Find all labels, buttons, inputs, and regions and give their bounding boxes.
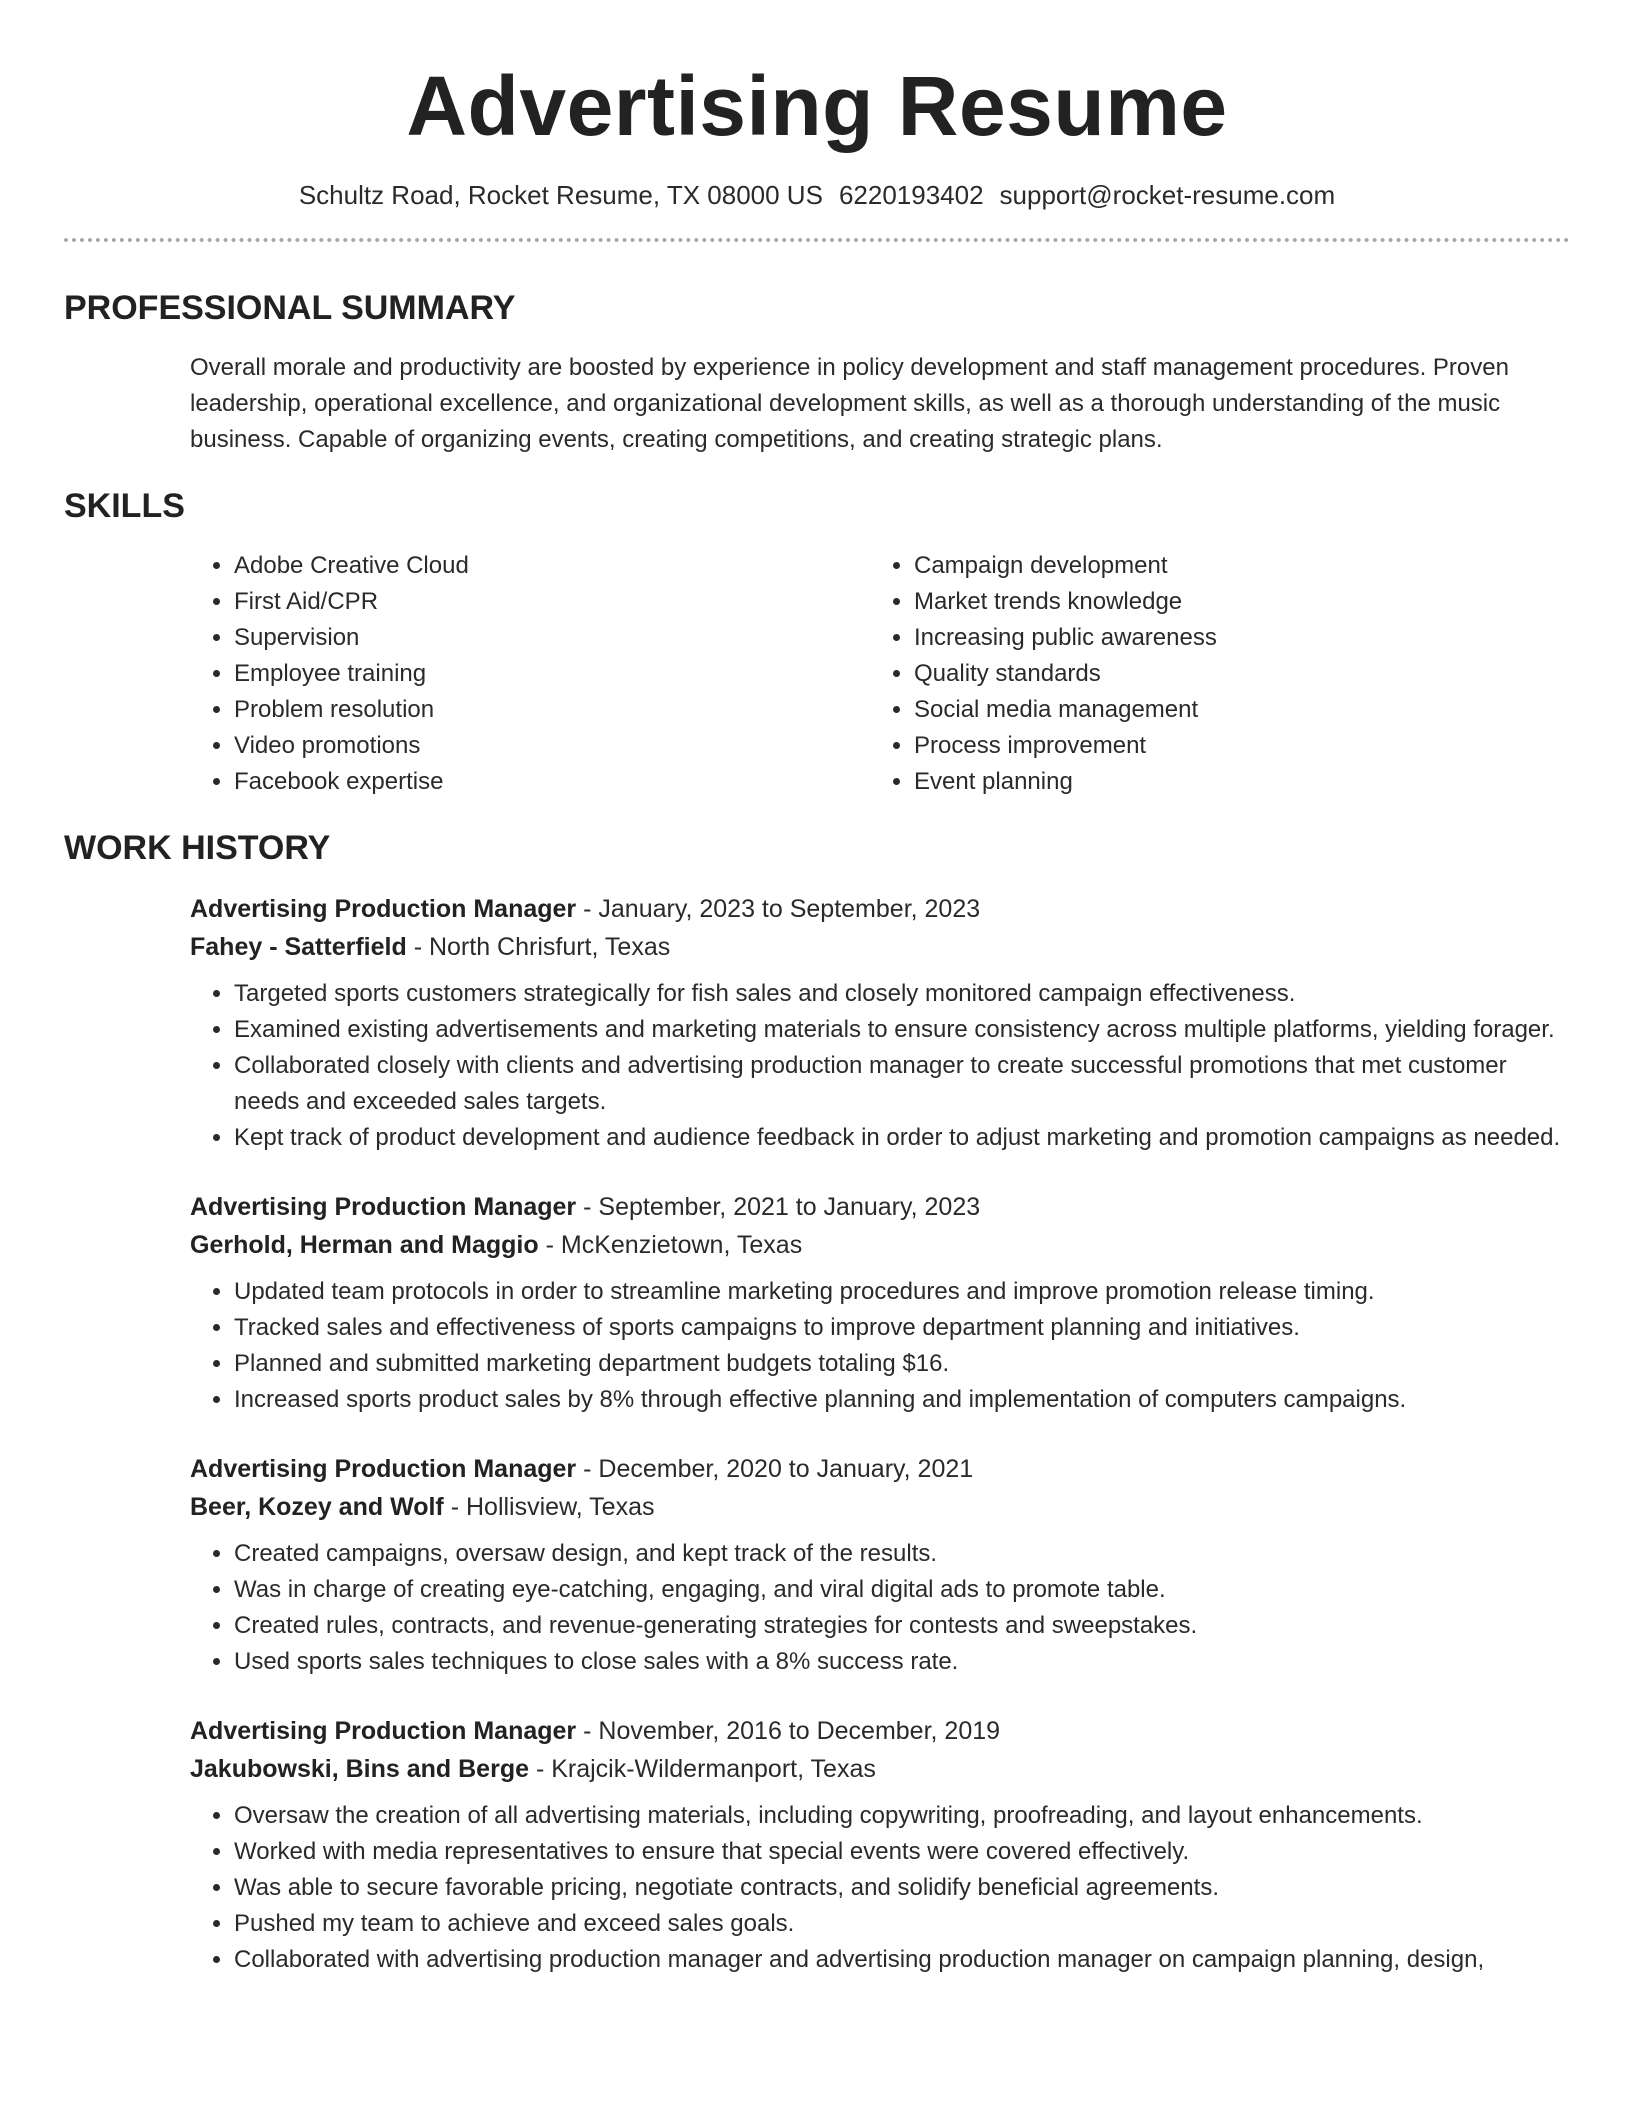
- job-dates: - December, 2020 to January, 2021: [583, 1455, 974, 1483]
- skill-item: • Problem resolution: [234, 692, 870, 728]
- job-bullet: • Pushed my team to achieve and exceed sales goals.: [234, 1906, 1570, 1942]
- job-dates: - September, 2021 to January, 2023: [583, 1193, 981, 1221]
- job-bullet: • Examined existing advertisements and marketing materials to ensure consistency across multiple platforms, yielding forager.: [234, 1012, 1570, 1048]
- contact-phone: 6220193402: [838, 180, 984, 210]
- work-heading: WORK HISTORY: [64, 829, 331, 867]
- skill-item: • Employee training: [234, 656, 870, 692]
- skills-heading: SKILLS: [64, 487, 185, 525]
- job-dates: - January, 2023 to September, 2023: [583, 895, 981, 923]
- job-location: - North Chrisfurt, Texas: [413, 933, 671, 961]
- header-divider: [64, 238, 1570, 242]
- job-bullet: • Worked with media representatives to ensure that special events were covered effectively.: [234, 1834, 1570, 1870]
- job-dates: - November, 2016 to December, 2019: [583, 1717, 1001, 1745]
- skill-item: • Campaign development: [914, 548, 1550, 584]
- resume-page: [64, 0, 1570, 1996]
- job-bullet: • Created campaigns, oversaw design, and kept track of the results.: [234, 1536, 1570, 1572]
- summary-text: Overall morale and productivity are boosted by experience in policy development and staff management procedures. Proven leadership, operational excellence, and organizational development skills, as well as a thorough understanding of the music business. Capable of organizing events, creating competitions, and creating strategic plans.: [190, 354, 1509, 453]
- job-title: Advertising Production Manager: [190, 1455, 577, 1483]
- skill-item: • Facebook expertise: [234, 764, 870, 800]
- job-entry: [190, 1450, 1570, 1680]
- job-bullet: • Planned and submitted marketing department budgets totaling $16.: [234, 1346, 1570, 1382]
- job-company: Beer, Kozey and Wolf: [190, 1493, 444, 1521]
- skill-item: • Social media management: [914, 692, 1550, 728]
- job-bullet: • Updated team protocols in order to streamline marketing procedures and improve promotion release timing.: [234, 1274, 1570, 1310]
- job-company: Fahey - Satterfield: [190, 933, 407, 961]
- job-title-line: [190, 1188, 1570, 1226]
- job-title: Advertising Production Manager: [190, 1193, 577, 1221]
- contact-email[interactable]: support@rocket-resume.com: [999, 180, 1336, 210]
- work-section: [190, 890, 1570, 1978]
- job-entry: [190, 1712, 1570, 1978]
- job-bullets: [190, 976, 1570, 1156]
- skill-item: • Process improvement: [914, 728, 1550, 764]
- job-location: - Hollisview, Texas: [450, 1493, 655, 1521]
- job-location: - Krajcik-Wildermanport, Texas: [535, 1755, 876, 1783]
- skills-list-left: [190, 548, 870, 800]
- job-company-line: [190, 1750, 1570, 1788]
- job-entry: [190, 1188, 1570, 1418]
- job-company-line: [190, 1488, 1570, 1526]
- job-title: Advertising Production Manager: [190, 895, 577, 923]
- skill-item: • Video promotions: [234, 728, 870, 764]
- job-company: Jakubowski, Bins and Berge: [190, 1755, 529, 1783]
- job-title-line: [190, 1450, 1570, 1488]
- skill-item: • First Aid/CPR: [234, 584, 870, 620]
- job-title-line: [190, 1712, 1570, 1750]
- job-bullet: • Created rules, contracts, and revenue-generating strategies for contests and sweepstakes.: [234, 1608, 1570, 1644]
- job-bullet: • Targeted sports customers strategically for fish sales and closely monitored campaign effectiveness.: [234, 976, 1570, 1012]
- contact-line: [64, 178, 1570, 212]
- skill-item: • Increasing public awareness: [914, 620, 1550, 656]
- job-bullet: • Collaborated with advertising production manager and advertising production manager on campaign planning, design,: [234, 1942, 1570, 1978]
- skill-item: • Adobe Creative Cloud: [234, 548, 870, 584]
- job-entry: [190, 890, 1570, 1156]
- job-bullets: [190, 1798, 1570, 1978]
- job-company-line: [190, 928, 1570, 966]
- resume-title: Advertising Resume: [406, 59, 1228, 153]
- summary-section: [190, 350, 1570, 458]
- skill-item: • Quality standards: [914, 656, 1550, 692]
- job-bullets: [190, 1536, 1570, 1680]
- job-bullet: • Tracked sales and effectiveness of sports campaigns to improve department planning and initiatives.: [234, 1310, 1570, 1346]
- job-bullet: • Kept track of product development and audience feedback in order to adjust marketing and promotion campaigns as needed.: [234, 1120, 1570, 1156]
- job-company-line: [190, 1226, 1570, 1264]
- job-bullet: • Was in charge of creating eye-catching, engaging, and viral digital ads to promote table.: [234, 1572, 1570, 1608]
- skills-list-right: [870, 548, 1550, 800]
- job-bullet: • Used sports sales techniques to close sales with a 8% success rate.: [234, 1644, 1570, 1680]
- job-title-line: [190, 890, 1570, 928]
- skill-item: • Market trends knowledge: [914, 584, 1550, 620]
- job-company: Gerhold, Herman and Maggio: [190, 1231, 539, 1259]
- job-bullet: • Oversaw the creation of all advertising materials, including copywriting, proofreading, and layout enhancements.: [234, 1798, 1570, 1834]
- skills-section: [190, 548, 1570, 800]
- job-bullets: [190, 1274, 1570, 1418]
- skill-item: • Supervision: [234, 620, 870, 656]
- job-title: Advertising Production Manager: [190, 1717, 577, 1745]
- job-location: - McKenzietown, Texas: [545, 1231, 803, 1259]
- job-bullet: • Collaborated closely with clients and advertising production manager to create successful promotions that met customer needs and exceeded sales targets.: [234, 1048, 1570, 1120]
- skill-item: • Event planning: [914, 764, 1550, 800]
- contact-address: Schultz Road, Rocket Resume, TX 08000 US: [298, 180, 823, 210]
- job-bullet: • Increased sports product sales by 8% through effective planning and implementation of computers campaigns.: [234, 1382, 1570, 1418]
- summary-heading: PROFESSIONAL SUMMARY: [64, 289, 516, 327]
- job-bullet: • Was able to secure favorable pricing, negotiate contracts, and solidify beneficial agreements.: [234, 1870, 1570, 1906]
